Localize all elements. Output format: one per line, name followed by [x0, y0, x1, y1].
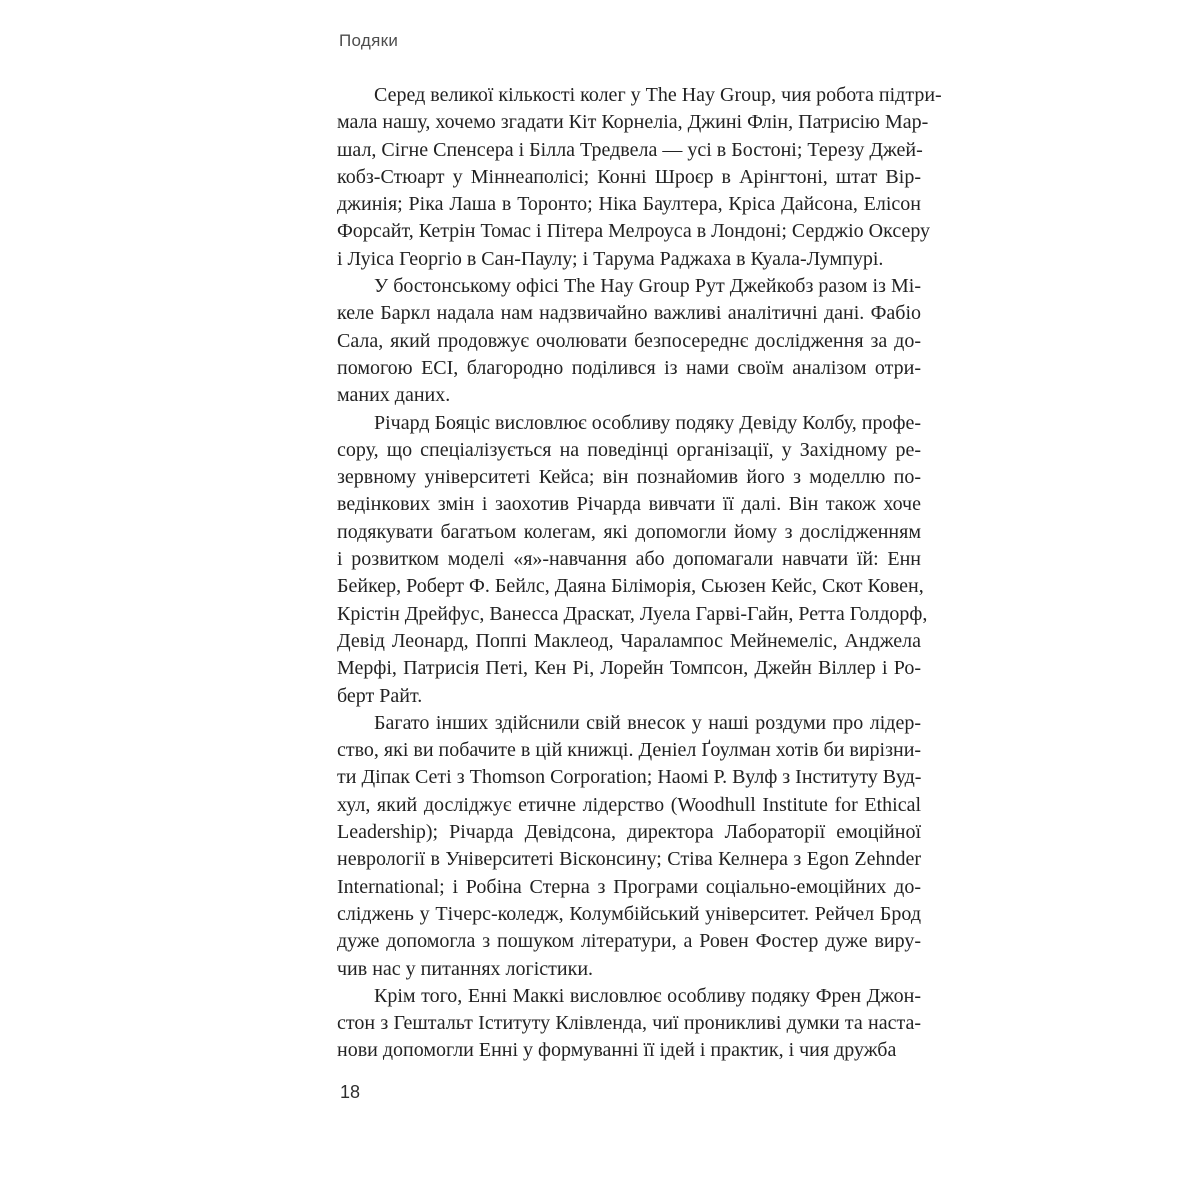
text-line: маних даних.	[337, 384, 451, 407]
text-line: мала нашу, хочемо згадати Кіт Корнеліа, Джині Флін, Патрисію Мар-	[337, 111, 929, 134]
text-line: берт Райт.	[337, 684, 423, 707]
text-line: помогою ECI, благородно поділився із нами своїм аналізом отри-	[337, 356, 921, 379]
text-line: Серед великої кількості колег у The Hay Group, чия робота підтри-	[374, 84, 942, 106]
text-line: зервному університеті Кейса; він познайомив його з моделлю по-	[337, 466, 921, 489]
text-line: кобз-Стюарт у Міннеаполісі; Конні Шроєр в Арінгтоні, штат Вір-	[337, 165, 921, 188]
page-number: 18	[340, 1082, 361, 1102]
text-line: Крім того, Енні Маккі висловлює особливу подяку Френ Джон-	[374, 984, 921, 1007]
text-line: Форсайт, Кетрін Томас і Пітера Мелроуса в Лондоні; Серджіо Оксеру	[337, 220, 931, 243]
text-line: Річард Бояціс висловлює особливу подяку Девіду Колбу, профе-	[374, 411, 921, 434]
text-line: дуже допомогла з пошуком літератури, а Ровен Фостер дуже виру-	[337, 930, 921, 953]
text-line: сору, що спеціалізується на поведінці організації, у Західному ре-	[337, 438, 921, 461]
text-line: шал, Сігне Спенсера і Білла Тредвела — усі в Бостоні; Терезу Джей-	[337, 138, 923, 161]
text-line: Девід Леонард, Поппі Маклеод, Чаралампос Мейнемеліс, Анджела	[337, 629, 921, 652]
text-line: і розвитком моделі «я»-навчання або допомагали навчати їй: Енн	[337, 548, 921, 571]
text-line: Крістін Дрейфус, Ванесса Драскат, Луела Гарві-Гайн, Ретта Голдорф,	[337, 602, 928, 625]
text-line: сліджень у Тічерс-коледж, Колумбійський університет. Рейчел Брод	[337, 902, 921, 925]
text-line: Мерфі, Патрисія Петі, Кен Рі, Лорейн Томпсон, Джейн Віллер і Ро-	[337, 657, 921, 680]
text-line: Leadership); Річарда Девідсона, директора Лабораторії емоційної	[337, 821, 921, 844]
text-line: Бейкер, Роберт Ф. Бейлс, Даяна Біліморія, Сьюзен Кейс, Скот Ковен,	[337, 575, 924, 598]
text-line: хул, який досліджує етичне лідерство (Woodhull Institute for Ethical	[337, 793, 921, 816]
text-line: Сала, який продовжує очолювати безпосереднє дослідження за до-	[337, 329, 921, 352]
text-line: International; і Робіна Стерна з Програми соціально-емоційних до-	[337, 875, 921, 898]
text-line: нови допомогли Енні у формуванні її ідей і практик, і чия дружба	[337, 1039, 897, 1062]
text-line: У бостонському офісі The Hay Group Рут Джейкобз разом із Мі-	[374, 275, 921, 298]
running-header: Подяки	[339, 31, 399, 50]
text-line: стон з Гештальт Іституту Клівленда, чиї проникливі думки та наста-	[337, 1012, 921, 1035]
text-line: і Луіса Георгіо в Сан-Паулу; і Тарума Раджаха в Куала-Лумпурі.	[337, 247, 884, 270]
text-line: чив нас у питаннях логістики.	[337, 957, 594, 980]
body-text	[337, 82, 942, 1065]
text-line: ство, які ви побачите в цій книжці. Деніел Ґоулман хотів би вирізни-	[337, 739, 922, 762]
text-line: келе Баркл надала нам надзвичайно важливі аналітичні дані. Фабіо	[337, 302, 921, 325]
text-line: неврології в Університеті Вісконсину; Стіва Келнера з Egon Zehnder	[337, 848, 921, 871]
text-line: ведінкових змін і заохотив Річарда вивчати її далі. Він також хоче	[337, 493, 921, 516]
text-line: подякувати багатьом колегам, які допомогли йому з дослідженням	[337, 520, 921, 543]
text-line: ти Діпак Сеті з Thomson Corporation; Наомі Р. Вулф з Інституту Вуд-	[337, 766, 922, 789]
text-line: Багато інших здійснили свій внесок у наші роздуми про лідер-	[374, 711, 921, 734]
text-line: джинія; Ріка Лаша в Торонто; Ніка Баултера, Кріса Дайсона, Елісон	[337, 193, 921, 216]
